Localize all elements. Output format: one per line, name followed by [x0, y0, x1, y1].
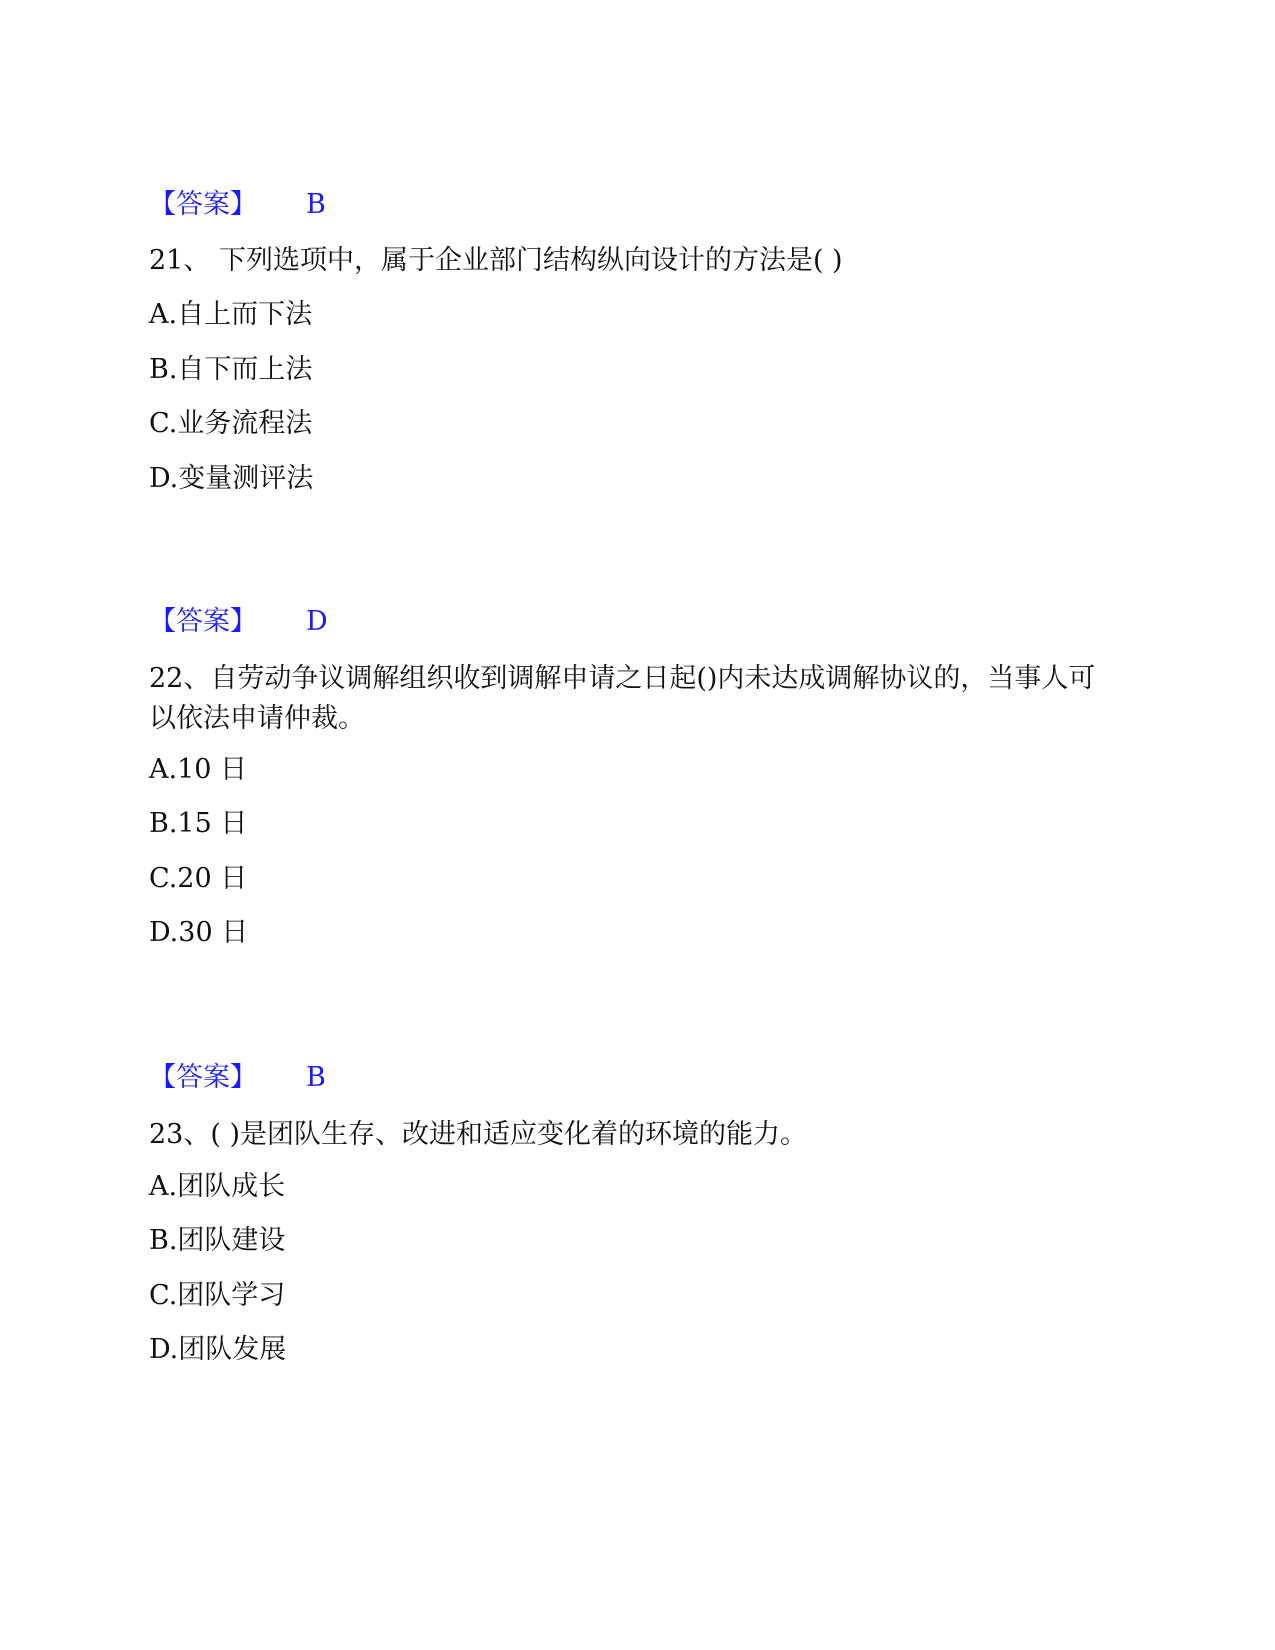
option-c: C.20 日: [149, 863, 248, 894]
option-d: D.30 日: [149, 917, 249, 948]
answer-label: 【答案】: [149, 189, 257, 220]
question-23: 23、( )是团队生存、改进和适应变化着的环境的能力。: [149, 1119, 808, 1150]
option-a: A.自上而下法: [149, 299, 313, 330]
option-a: A.团队成长: [149, 1171, 286, 1202]
answer-line: [149, 1061, 326, 1095]
answer-value: D: [306, 606, 328, 637]
answer-line: [149, 188, 326, 222]
answer-line: [149, 605, 328, 639]
question-21: 21、 下列选项中，属于企业部门结构纵向设计的方法是( ): [149, 245, 843, 276]
answer-label: 【答案】: [149, 1062, 257, 1093]
answer-value: B: [306, 1062, 326, 1093]
option-b: B.团队建设: [149, 1225, 286, 1256]
option-d: D.变量测评法: [149, 463, 314, 494]
answer-label: 【答案】: [149, 606, 257, 637]
question-22: 22、自劳动争议调解组织收到调解申请之日起()内未达成调解协议的，当事人可以依法申请仲裁。: [149, 663, 1096, 734]
option-b: B.15 日: [149, 808, 248, 839]
answer-value: B: [306, 189, 326, 220]
option-d: D.团队发展: [149, 1334, 287, 1365]
option-c: C.业务流程法: [149, 408, 313, 439]
option-a: A.10 日: [149, 754, 248, 785]
option-c: C.团队学习: [149, 1280, 286, 1311]
option-b: B.自下而上法: [149, 354, 313, 385]
